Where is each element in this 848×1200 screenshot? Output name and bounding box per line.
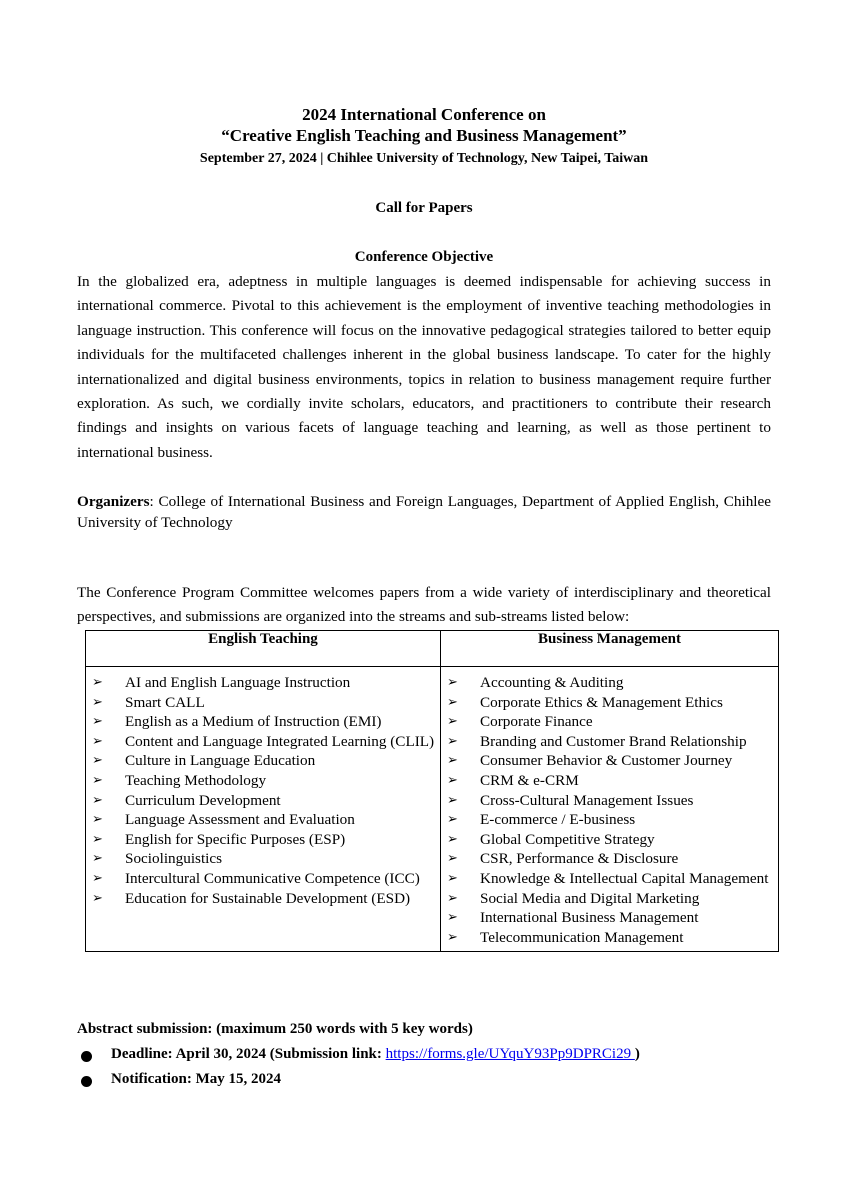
list-item-label: Curriculum Development (125, 791, 281, 809)
list-item-label: Intercultural Communicative Competence (ICC) (125, 869, 420, 887)
list-item-label: Consumer Behavior & Customer Journey (480, 752, 733, 770)
notification-text: Notification: May 15, 2024 (111, 1071, 281, 1087)
arrow-bullet-icon: ➢ (92, 772, 103, 788)
arrow-bullet-icon: ➢ (92, 714, 103, 730)
bullet-dot-icon (81, 1076, 92, 1087)
organizers-label: Organizers (77, 493, 150, 510)
organizers-text: : College of International Business and Foreign Languages, Department of Applied English, Chihlee University of Technology (77, 493, 771, 531)
list-item-label: CSR, Performance & Disclosure (480, 850, 679, 868)
list-item (445, 712, 774, 732)
english-teaching-cell (86, 667, 441, 952)
list-item (445, 693, 774, 713)
list-item (90, 830, 436, 850)
list-item (90, 712, 436, 732)
list-item-label: Sociolinguistics (125, 850, 223, 868)
list-item-label: Education for Sustainable Development (ESD) (125, 889, 411, 907)
list-item-label: English for Specific Purposes (ESP) (125, 830, 346, 848)
list-item (445, 830, 774, 850)
arrow-bullet-icon: ➢ (447, 870, 458, 886)
arrow-bullet-icon: ➢ (447, 890, 458, 906)
list-item (90, 869, 436, 889)
list-item-label: Teaching Methodology (125, 771, 267, 789)
list-item (445, 849, 774, 869)
list-item (445, 869, 774, 889)
english-teaching-header: English Teaching (86, 631, 441, 667)
bullet-dot-icon (81, 1051, 92, 1062)
arrow-bullet-icon: ➢ (447, 753, 458, 769)
objective-text: In the globalized era, adeptness in multiple languages is deemed indispensable for achieving success in international commerce. Pivotal to this achievement is the employment of inventive teaching methodologies in language instruction. This conference will focus on the innovative pedagogical strategies tailored to better equip individuals for the multifaceted challenges inherent in the global business landscape. To cater for the highly internationalized and digital business environments, topics in relation to business management require further exploration. As such, we cordially invite scholars, educators, and practitioners to contribute their research findings and insights on various facets of language teaching and learning, as well as those pertinent to international business. (77, 273, 771, 461)
list-item (445, 928, 774, 948)
arrow-bullet-icon: ➢ (447, 714, 458, 730)
list-item-label: International Business Management (480, 909, 699, 927)
list-item (445, 889, 774, 909)
arrow-bullet-icon: ➢ (447, 831, 458, 847)
list-item-label: Knowledge & Intellectual Capital Management (480, 869, 769, 887)
list-item-label: E-commerce / E-business (480, 811, 636, 829)
arrow-bullet-icon: ➢ (447, 675, 458, 690)
conference-date-location: September 27, 2024 | Chihlee University of Technology, New Taipei, Taiwan (199, 151, 649, 166)
deadline-text (111, 1044, 640, 1064)
objective-heading: Conference Objective (354, 249, 494, 265)
list-item (445, 732, 774, 752)
arrow-bullet-icon: ➢ (447, 733, 458, 749)
business-management-header: Business Management (441, 631, 779, 667)
list-item (90, 732, 436, 752)
arrow-bullet-icon: ➢ (92, 890, 103, 906)
list-item (445, 673, 774, 693)
list-item-label: English as a Medium of Instruction (EMI) (125, 713, 382, 731)
arrow-bullet-icon: ➢ (92, 753, 103, 769)
arrow-bullet-icon: ➢ (447, 812, 458, 828)
arrow-bullet-icon: ➢ (447, 772, 458, 788)
list-item-label: Accounting & Auditing (480, 674, 624, 691)
arrow-bullet-icon: ➢ (447, 929, 458, 945)
list-item-label: Corporate Ethics & Management Ethics (480, 693, 723, 711)
list-item-label: Cross-Cultural Management Issues (480, 791, 694, 809)
business-management-list (445, 673, 774, 947)
abstract-heading: Abstract submission: (maximum 250 words with 5 key words) (77, 1021, 473, 1037)
list-item-label: AI and English Language Instruction (125, 674, 351, 691)
list-item-label: Language Assessment and Evaluation (125, 811, 355, 829)
list-item (90, 791, 436, 811)
business-management-cell (441, 667, 779, 952)
arrow-bullet-icon: ➢ (92, 831, 103, 847)
list-item-label: Branding and Customer Brand Relationship (480, 732, 747, 750)
arrow-bullet-icon: ➢ (447, 694, 458, 710)
list-item (90, 693, 436, 713)
submission-link[interactable]: https://forms.gle/UYquY93Pp9DPRCi29 (385, 1046, 635, 1062)
list-item (445, 810, 774, 830)
list-item-label: Corporate Finance (480, 713, 593, 731)
list-item (90, 771, 436, 791)
arrow-bullet-icon: ➢ (92, 733, 103, 749)
list-item-label: Content and Language Integrated Learning (CLIL) (125, 732, 435, 750)
conference-title-line1: 2024 International Conference on (302, 105, 546, 124)
list-item-label: Global Competitive Strategy (480, 830, 655, 848)
streams-intro: The Conference Program Committee welcomes papers from a wide variety of interdisciplinary and theoretical perspectives, and submissions are organized into the streams and sub-streams listed below: (77, 584, 771, 625)
list-item-label: Smart CALL (125, 693, 205, 711)
deadline-suffix: ) (634, 1046, 640, 1062)
arrow-bullet-icon: ➢ (92, 694, 103, 710)
deadline-label: Deadline: April 30, 2024 (Submission link: (111, 1046, 386, 1062)
organizers-paragraph (77, 491, 771, 533)
list-item (90, 810, 436, 830)
arrow-bullet-icon: ➢ (447, 910, 458, 926)
list-item (90, 673, 436, 693)
list-item (445, 908, 774, 928)
call-for-papers-heading: Call for Papers (375, 200, 473, 216)
arrow-bullet-icon: ➢ (447, 851, 458, 867)
arrow-bullet-icon: ➢ (92, 792, 103, 808)
list-item (445, 791, 774, 811)
arrow-bullet-icon: ➢ (92, 851, 103, 867)
english-teaching-list (90, 673, 436, 908)
arrow-bullet-icon: ➢ (92, 870, 103, 886)
arrow-bullet-icon: ➢ (92, 675, 103, 690)
list-item (90, 751, 436, 771)
conference-title-line2: “Creative English Teaching and Business Management” (221, 126, 627, 145)
list-item-label: Social Media and Digital Marketing (480, 889, 700, 907)
list-item-label: CRM & e-CRM (480, 771, 579, 789)
list-item-label: Telecommunication Management (480, 928, 684, 946)
arrow-bullet-icon: ➢ (447, 792, 458, 808)
arrow-bullet-icon: ➢ (92, 812, 103, 828)
list-item (445, 751, 774, 771)
list-item (90, 849, 436, 869)
list-item-label: Culture in Language Education (125, 752, 316, 770)
streams-table (85, 630, 779, 952)
list-item (90, 889, 436, 909)
list-item (445, 771, 774, 791)
